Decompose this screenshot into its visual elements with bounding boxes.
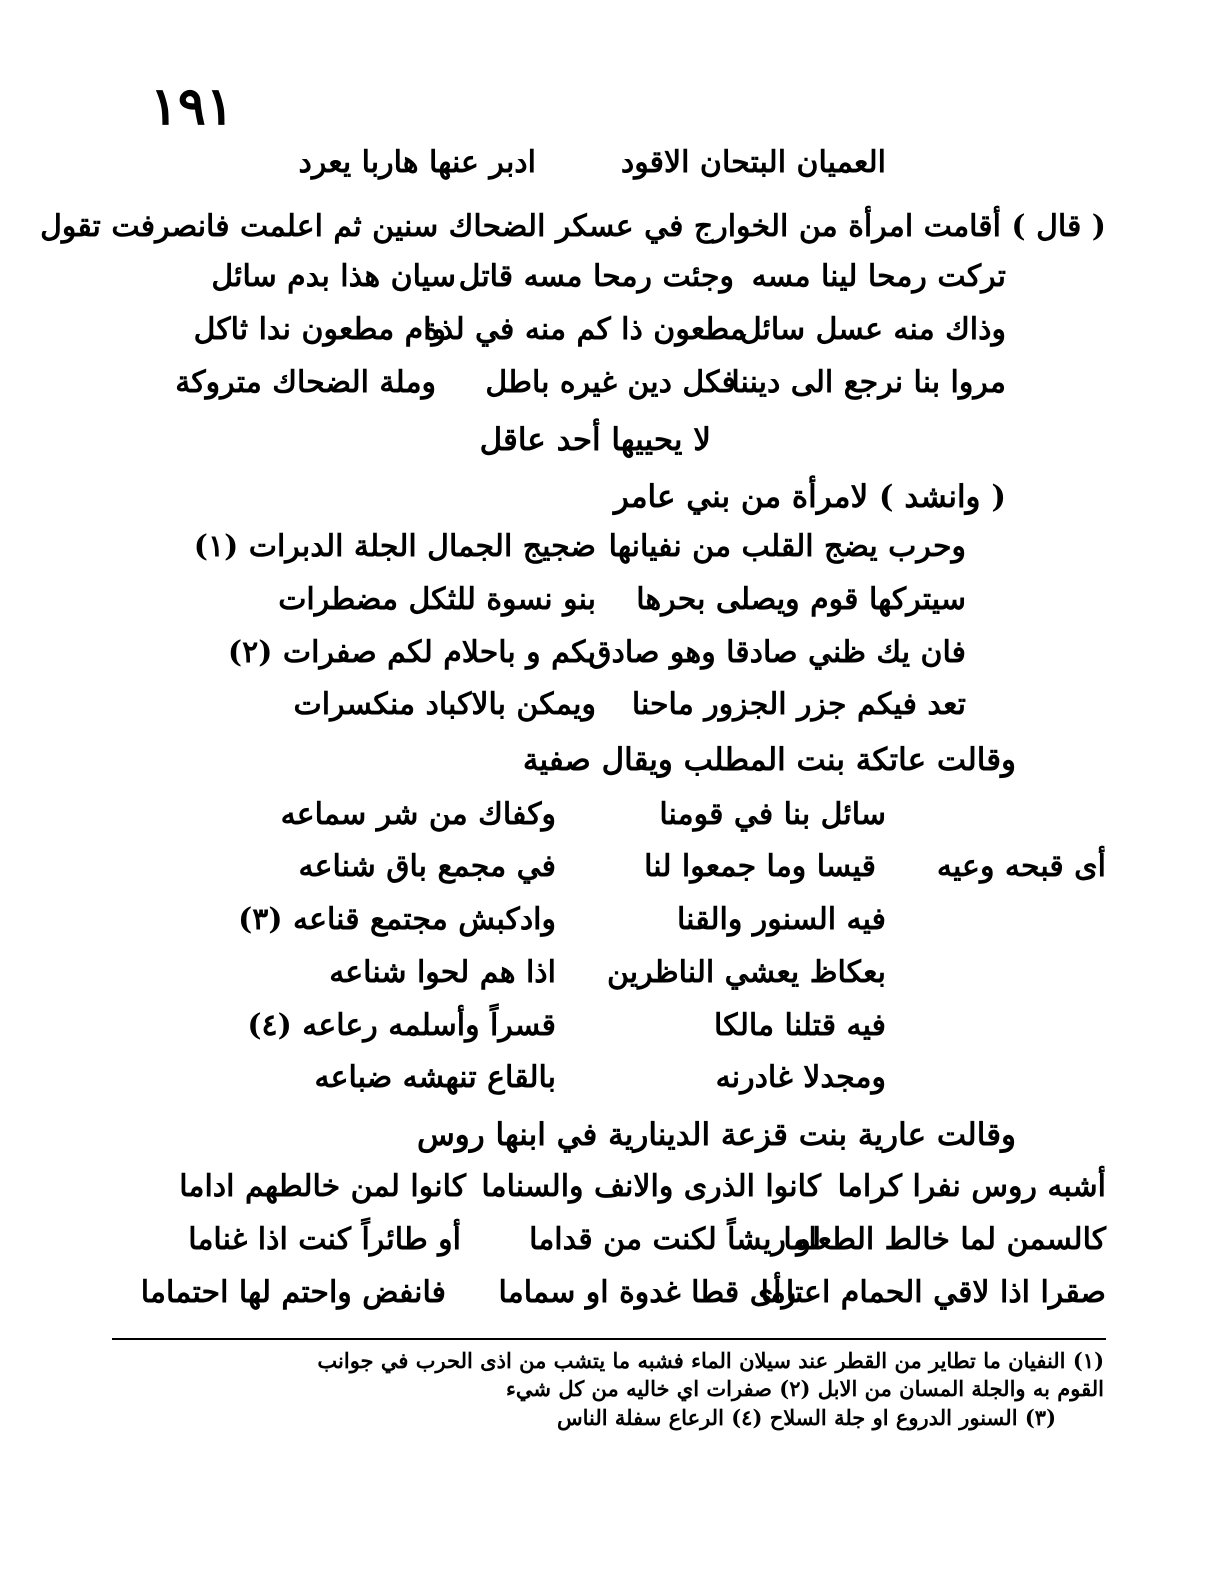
footnote-line: (٣) السنور الدروع او جلة السلاح (٤) الرعاع سفلة الناس <box>556 1405 1056 1430</box>
center-line: لا يحييها أحد عاقل <box>479 422 711 458</box>
hemistich-left: فانفض واحتم لها احتماما <box>140 1275 446 1310</box>
hemistich-right: أى قبحه وعيه <box>936 849 1106 884</box>
verse-line <box>0 145 1216 188</box>
hemistich-right: مروا بنا نرجع الى ديننا <box>731 365 1006 400</box>
hemistich-right: صقرا اذا لاقي الحمام اعتاما <box>760 1275 1106 1310</box>
verse-line <box>0 902 1216 945</box>
hemistich-middle: قيسا وما جمعوا لنا <box>644 849 876 884</box>
hemistich-right: سيتركها قوم ويصلى بحرها <box>636 582 966 617</box>
verse-line <box>0 529 1216 572</box>
hemistich-left: وكفاك من شر سماعه <box>280 797 556 832</box>
hemistich-right: فان يك ظني صادقا وهو صادق <box>588 635 966 670</box>
verse-line <box>0 955 1216 998</box>
hemistich-right: فيه قتلنا مالكا <box>714 1008 886 1043</box>
verse-line <box>0 635 1216 678</box>
hemistich-left: ضجيج الجمال الجلة الدبرات (١) <box>193 529 596 564</box>
footnote-divider <box>112 1338 1106 1340</box>
verse-line <box>0 849 1216 892</box>
verse-line <box>0 1222 1216 1265</box>
hemistich-right: تعد فيكم جزر الجزور ماحنا <box>631 687 966 722</box>
hemistich-right: وحرب يضج القلب من نفيانها <box>608 529 966 564</box>
hemistich-left: في مجمع باق شناعه <box>298 849 556 884</box>
verse-line <box>0 312 1216 355</box>
prose-line: ( قال ) أقامت امرأة من الخوارج في عسكر الضحاك سنين ثم اعلمت فانصرفت تقول <box>40 209 1106 244</box>
hemistich-middle: رأى قطا غدوة او سماما <box>498 1275 796 1310</box>
section-heading: وقالت عاتكة بنت المطلب ويقال صفية <box>522 742 1016 778</box>
hemistich-right: العميان البتحان الاقود <box>620 145 886 180</box>
hemistich-left: كانوا لمن خالطهم اداما <box>179 1169 466 1204</box>
hemistich-left: بنو نسوة للثكل مضطرات <box>278 582 596 617</box>
hemistich-left: ويمكن بالاكباد منكسرات <box>293 687 596 722</box>
hemistich-middle: مطعون ذا كم منه في لذة <box>423 312 746 347</box>
footnote-line: القوم به والجلة المسان من الابل (٢) صفرات اي خاليه من كل شيء <box>506 1376 1104 1401</box>
verse-line <box>0 1169 1216 1212</box>
hemistich-right: وذاك منه عسل سائل <box>739 312 1006 347</box>
hemistich-left: بكم و باحلام لكم صفرات (٢) <box>227 635 596 670</box>
section-heading: وقالت عارية بنت قزعة الدينارية في ابنها روس <box>416 1117 1016 1153</box>
footnote-line: (١) النفيان ما تطاير من القطر عند سيلان الماء فشبه ما يتشب من اذى الحرب في جوانب <box>317 1348 1104 1373</box>
verse-line <box>0 687 1216 730</box>
page-number: ١٩١ <box>150 76 234 137</box>
hemistich-right: سائل بنا في قومنا <box>659 797 886 832</box>
verse-line <box>0 365 1216 408</box>
hemistich-right: فيه السنور والقنا <box>677 902 886 937</box>
verse-line <box>0 1008 1216 1051</box>
verse-line <box>0 259 1216 302</box>
hemistich-right: بعكاظ يعشي الناظرين <box>606 955 886 990</box>
hemistich-left: بالقاع تنهشه ضباعه <box>314 1060 556 1095</box>
hemistich-left: وملة الضحاك متروكة <box>175 365 436 400</box>
hemistich-left: ادبر عنها هاربا يعرد <box>298 145 536 180</box>
verse-line <box>0 1275 1216 1318</box>
hemistich-left: وام مطعون ندا ثاكل <box>193 312 446 347</box>
hemistich-right: كالسمن لما خالط الطعاما <box>783 1222 1106 1257</box>
hemistich-left: قسراً وأسلمه رعاعه (٤) <box>247 1008 556 1043</box>
hemistich-left: سيان هذا بدم سائل <box>211 259 456 294</box>
verse-line <box>0 1060 1216 1103</box>
section-heading: ( وانشد ) لامرأة من بني عامر <box>613 479 1006 515</box>
hemistich-middle: لو ريشاً لكنت من قداما <box>529 1222 821 1257</box>
hemistich-middle: وجئت رمحا مسه قاتل <box>458 259 734 294</box>
hemistich-right: تركت رمحا لينا مسه <box>751 259 1006 294</box>
hemistich-middle: فكل دين غيره باطل <box>485 365 736 400</box>
hemistich-middle: كانوا الذرى والانف والسناما <box>481 1169 821 1204</box>
hemistich-right: ومجدلا غادرنه <box>715 1060 886 1095</box>
verse-line <box>0 797 1216 840</box>
hemistich-left: أو طائراً كنت اذا غناما <box>188 1222 461 1257</box>
hemistich-left: وادكبش مجتمع قناعه (٣) <box>238 902 556 937</box>
hemistich-left: اذا هم لحوا شناعه <box>329 955 556 990</box>
verse-line <box>0 582 1216 625</box>
hemistich-right: أشبه روس نفرا كراما <box>837 1169 1106 1204</box>
